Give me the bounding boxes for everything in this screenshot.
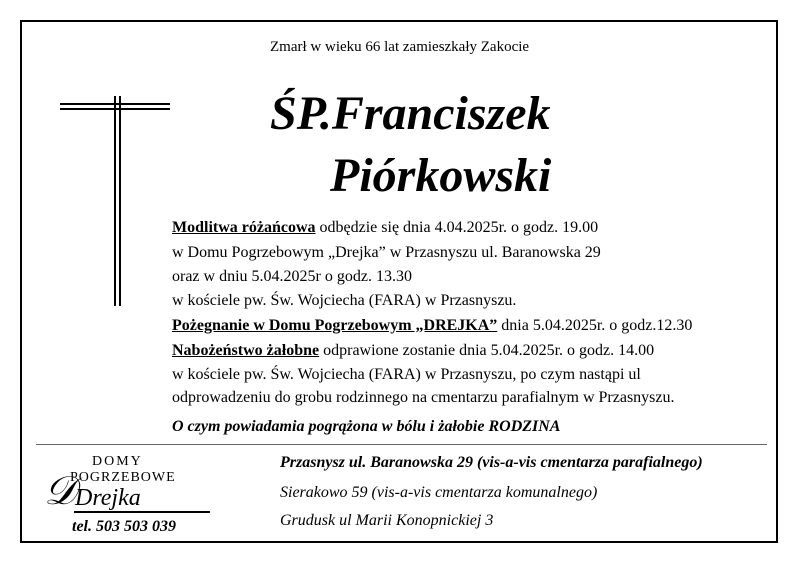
detail-line: Nabożeństwo żałobne odprawione zostanie dnia 5.04.2025r. o godz. 14.00 xyxy=(172,342,655,359)
detail-line: Pożegnanie w Domu Pogrzebowym „DREJKA” dnia 5.04.2025r. o godz.12.30 xyxy=(172,317,693,334)
death-notice-header: Zmarł w wieku 66 lat zamieszkały Zakocie xyxy=(270,39,530,55)
location-sierakowo: Sierakowo 59 (vis-a-vis cmentarza komunalnego) xyxy=(280,484,598,501)
family-closing: O czym powiadamia pogrążona w bólu i żałobie RODZINA xyxy=(172,418,561,435)
deceased-name-last: Piórkowski xyxy=(330,149,552,202)
detail-line: oraz w dniu 5.04.2025r o godz. 13.30 xyxy=(172,268,412,285)
logo-name: Drejka xyxy=(75,485,141,511)
location-grudusk: Grudusk ul Marii Konopnickiej 3 xyxy=(280,512,494,529)
detail-line: Modlitwa różańcowa odbędzie się dnia 4.04.2025r. o godz. 19.00 xyxy=(172,219,599,236)
detail-line: odprowadzeniu do grobu rodzinnego na cmentarzu parafialnym w Przasnyszu. xyxy=(172,389,675,406)
detail-line: w Domu Pogrzebowym „Drejka” w Przasnyszu ul. Baranowska 29 xyxy=(172,244,601,261)
detail-line: w kościele pw. Św. Wojciecha (FARA) w Przasnyszu, po czym nastąpi ul xyxy=(172,366,641,383)
deceased-name-first: ŚP.Franciszek xyxy=(270,87,551,140)
phone-number: tel. 503 503 039 xyxy=(72,518,176,535)
location-przasnysz: Przasnysz ul. Baranowska 29 (vis-a-vis cmentarza parafialnego) xyxy=(280,454,703,471)
logo-line1: DOMY xyxy=(92,454,143,469)
logo-line2: POGRZEBOWE xyxy=(70,470,176,485)
logo-monogram: 𝒟 xyxy=(44,468,76,513)
cross-icon xyxy=(60,96,170,306)
drejka-logo xyxy=(40,455,220,515)
logo-underline xyxy=(74,511,210,513)
divider xyxy=(36,444,767,445)
detail-line: w kościele pw. Św. Wojciecha (FARA) w Przasnyszu. xyxy=(172,292,517,309)
